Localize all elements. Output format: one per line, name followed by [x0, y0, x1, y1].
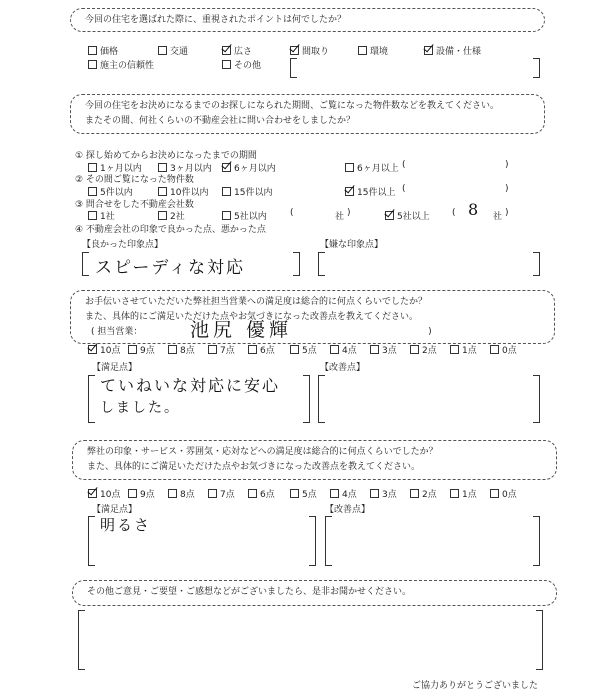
- question-1-other-field[interactable]: [290, 58, 540, 78]
- q1-option[interactable]: [88, 58, 154, 71]
- q2-sub1-option[interactable]: [158, 161, 212, 174]
- bad-impression-label: 【嫌な印象点】: [320, 240, 384, 250]
- q3-score-4[interactable]: [248, 343, 275, 356]
- staff-row: ( 担当営業： ): [91, 327, 432, 337]
- q4-score-1[interactable]: [128, 487, 155, 500]
- option-label: 広さ: [234, 47, 253, 57]
- q4-score-0[interactable]: [88, 487, 120, 500]
- checkbox[interactable]: [358, 46, 367, 55]
- checkbox[interactable]: [370, 489, 379, 498]
- option-label: 10点: [100, 490, 121, 500]
- checkbox[interactable]: [222, 163, 231, 172]
- option-label: 15件以内: [234, 188, 273, 198]
- q3-score-2[interactable]: [168, 343, 195, 356]
- q3-good-label: 【満足点】: [92, 363, 138, 373]
- q3-score-7[interactable]: [370, 343, 397, 356]
- checkbox[interactable]: [88, 187, 97, 196]
- checkbox[interactable]: [168, 345, 177, 354]
- checkbox[interactable]: [222, 187, 231, 196]
- question-5-line-1: その他ご意見・ご要望・ご感想などがございましたら、是非お聞かせください。: [87, 587, 412, 597]
- q4-good-label: 【満足点】: [92, 505, 138, 515]
- checkbox[interactable]: [345, 187, 354, 196]
- q2-sub3-option[interactable]: [222, 209, 267, 222]
- option-label: 5点: [302, 490, 317, 500]
- q4-score-6[interactable]: [330, 487, 357, 500]
- option-label: 3点: [382, 346, 397, 356]
- q3-score-6[interactable]: [330, 343, 357, 356]
- q2-sub3-option[interactable]: [158, 209, 185, 222]
- q4-score-7[interactable]: [370, 487, 397, 500]
- good-impression-label: 【良かった印象点】: [82, 240, 164, 250]
- paren-close: ): [505, 160, 509, 170]
- option-label: 7点: [220, 346, 235, 356]
- option-label: 価格: [100, 47, 119, 57]
- q2-sub3-option[interactable]: [385, 209, 430, 222]
- q1-option[interactable]: [222, 58, 261, 71]
- question-3-box: [70, 290, 555, 344]
- q2-sub1-option[interactable]: [345, 161, 399, 174]
- checkbox[interactable]: [128, 345, 137, 354]
- checkbox[interactable]: [222, 46, 231, 55]
- q1-option[interactable]: [158, 44, 188, 57]
- checkbox[interactable]: [88, 489, 97, 498]
- option-label: 6ヶ月以内: [234, 164, 276, 174]
- question-4-box: [72, 440, 557, 480]
- q1-option[interactable]: [222, 44, 252, 57]
- question-2-sub-4-label: ④ 不動産会社の印象で良かった点、悪かった点: [75, 225, 266, 235]
- q3-score-5[interactable]: [290, 343, 317, 356]
- q2-sub2-option[interactable]: [222, 185, 272, 198]
- company-unit-b: 社: [493, 212, 503, 222]
- option-label: 1社: [100, 212, 115, 222]
- q4-improve-field[interactable]: [325, 516, 540, 566]
- paren-close: ): [505, 208, 509, 218]
- q2-sub1-option[interactable]: [222, 161, 276, 174]
- checkbox[interactable]: [370, 345, 379, 354]
- checkbox[interactable]: [385, 211, 394, 220]
- staff-name-handwritten: 池尻 優輝: [190, 319, 293, 341]
- option-label: 10件以内: [170, 188, 209, 198]
- q2-sub2-option[interactable]: [345, 185, 395, 198]
- checkbox[interactable]: [208, 489, 217, 498]
- q1-option[interactable]: [424, 44, 481, 57]
- checkbox[interactable]: [490, 489, 499, 498]
- option-label: 8点: [180, 490, 195, 500]
- option-label: 0点: [502, 490, 517, 500]
- q4-improve-label: 【改善点】: [325, 505, 371, 515]
- checkbox[interactable]: [222, 60, 231, 69]
- q2-sub3-option[interactable]: [88, 209, 115, 222]
- company-count-handwritten: 8: [468, 200, 481, 219]
- q1-option[interactable]: [290, 44, 329, 57]
- staff-label: 担当営業：: [97, 327, 143, 337]
- footer-thanks: ご協力ありがとうございました: [412, 681, 539, 691]
- q3-score-10[interactable]: [490, 343, 517, 356]
- q2-sub1-option[interactable]: [88, 161, 142, 174]
- q4-score-2[interactable]: [168, 487, 195, 500]
- question-5-box: [72, 580, 557, 606]
- checkbox[interactable]: [248, 489, 257, 498]
- checkbox[interactable]: [410, 489, 419, 498]
- option-label: 1点: [462, 490, 477, 500]
- question-2-sub-2-label: ② その間ご覧になった物件数: [75, 175, 194, 185]
- q4-score-9[interactable]: [450, 487, 477, 500]
- checkbox[interactable]: [88, 345, 97, 354]
- checkbox[interactable]: [158, 211, 167, 220]
- checkbox[interactable]: [410, 345, 419, 354]
- option-label: 5点: [302, 346, 317, 356]
- option-label: 施主の信頼性: [100, 61, 155, 71]
- q3-score-3[interactable]: [208, 343, 235, 356]
- checkbox[interactable]: [158, 163, 167, 172]
- option-label: 8点: [180, 346, 195, 356]
- q3-improve-label: 【改善点】: [320, 363, 366, 373]
- q4-score-8[interactable]: [410, 487, 437, 500]
- checkbox[interactable]: [290, 489, 299, 498]
- q4-score-3[interactable]: [208, 487, 235, 500]
- checkbox[interactable]: [290, 46, 299, 55]
- question-2-line-2: またその間、何社くらいの不動産会社に問い合わせをしましたか？: [85, 116, 356, 126]
- checkbox[interactable]: [330, 345, 339, 354]
- option-label: 5社以内: [234, 212, 267, 222]
- q4-score-4[interactable]: [248, 487, 275, 500]
- q3-score-8[interactable]: [410, 343, 437, 356]
- option-label: 5件以内: [100, 188, 133, 198]
- checkbox[interactable]: [290, 345, 299, 354]
- q3-score-0[interactable]: [88, 343, 120, 356]
- option-label: 設備・仕様: [436, 47, 482, 57]
- option-label: 1ヶ月以内: [100, 164, 142, 174]
- option-label: 7点: [220, 490, 235, 500]
- option-label: 9点: [140, 346, 155, 356]
- question-4-line-1: 弊社の印象・サービス・雰囲気・応対などへの満足度は総合的に何点くらいでしたか？: [87, 447, 438, 457]
- checkbox[interactable]: [88, 163, 97, 172]
- checkbox[interactable]: [158, 187, 167, 196]
- option-label: 3点: [382, 490, 397, 500]
- option-label: 0点: [502, 346, 517, 356]
- option-label: 6点: [260, 490, 275, 500]
- good-impression-handwritten: スピーディな対応: [95, 258, 245, 278]
- checkbox[interactable]: [128, 489, 137, 498]
- paren-open: (: [452, 208, 456, 218]
- checkbox[interactable]: [424, 46, 433, 55]
- checkbox[interactable]: [345, 163, 354, 172]
- q1-option[interactable]: [88, 44, 118, 57]
- option-label: 間取り: [302, 47, 330, 57]
- option-label: 4点: [342, 490, 357, 500]
- q4-score-10[interactable]: [490, 487, 517, 500]
- question-4-line-2: また、具体的にご満足いただけた点やお気づきになった改善点を教えてください。: [87, 462, 421, 472]
- question-3-line-1: お手伝いさせていただいた弊社担当営業への満足度は総合的に何点くらいでしたか？: [85, 297, 428, 307]
- option-label: 3ヶ月以内: [170, 164, 212, 174]
- q2-sub2-option[interactable]: [88, 185, 133, 198]
- checkbox[interactable]: [88, 211, 97, 220]
- q3-score-9[interactable]: [450, 343, 477, 356]
- paren-close: ): [347, 208, 351, 218]
- checkbox[interactable]: [168, 489, 177, 498]
- checkbox[interactable]: [330, 489, 339, 498]
- option-label: 10点: [100, 346, 121, 356]
- option-label: 2点: [422, 490, 437, 500]
- question-2-line-1: 今回の住宅をお決めになるまでのお探しになられた期間、ご覧になった物件数などを教えてください。: [85, 101, 500, 111]
- q4-score-5[interactable]: [290, 487, 317, 500]
- option-label: 9点: [140, 490, 155, 500]
- q3-good-handwritten-1: ていねいな対応に安心: [100, 376, 281, 395]
- bad-impression-field[interactable]: [318, 252, 540, 276]
- option-label: 交通: [170, 47, 189, 57]
- q1-option[interactable]: [358, 44, 388, 57]
- question-1-box: [70, 8, 545, 32]
- option-label: その他: [234, 61, 262, 71]
- paren-close: ): [505, 184, 509, 194]
- checkbox[interactable]: [248, 345, 257, 354]
- q3-score-1[interactable]: [128, 343, 155, 356]
- checkbox[interactable]: [158, 46, 167, 55]
- option-label: 5社以上: [397, 212, 430, 222]
- option-label: 6点: [260, 346, 275, 356]
- company-unit-a: 社: [335, 212, 345, 222]
- checkbox[interactable]: [88, 60, 97, 69]
- checkbox[interactable]: [88, 46, 97, 55]
- q3-improve-field[interactable]: [318, 375, 540, 423]
- question-1-title: 今回の住宅を選ばれた際に、重視されたポイントは何でしたか？: [85, 15, 347, 25]
- option-label: 環境: [370, 47, 389, 57]
- question-3-line-2: また、具体的にご満足いただけた点やお気づきになった改善点を教えてください。: [85, 312, 419, 322]
- option-label: 15件以上: [357, 188, 396, 198]
- checkbox[interactable]: [490, 345, 499, 354]
- question-2-sub-1-label: ① 探し始めてからお決めになったまでの期間: [75, 151, 257, 161]
- checkbox[interactable]: [450, 345, 459, 354]
- checkbox[interactable]: [222, 211, 231, 220]
- option-label: 6ヶ月以上: [357, 164, 399, 174]
- option-label: 2点: [422, 346, 437, 356]
- q3-good-handwritten-2: しました。: [100, 400, 180, 416]
- q5-comment-field[interactable]: [78, 610, 543, 670]
- option-label: 2社: [170, 212, 185, 222]
- option-label: 1点: [462, 346, 477, 356]
- q2-sub2-option[interactable]: [158, 185, 208, 198]
- question-2-sub-3-label: ③ 問合せをした不動産会社数: [75, 200, 194, 210]
- option-label: 4点: [342, 346, 357, 356]
- checkbox[interactable]: [208, 345, 217, 354]
- q4-good-handwritten: 明るさ: [100, 516, 152, 534]
- paren-open: (: [402, 184, 406, 194]
- paren-open: (: [402, 160, 406, 170]
- paren-open: (: [290, 208, 294, 218]
- checkbox[interactable]: [450, 489, 459, 498]
- question-2-box: [70, 94, 545, 134]
